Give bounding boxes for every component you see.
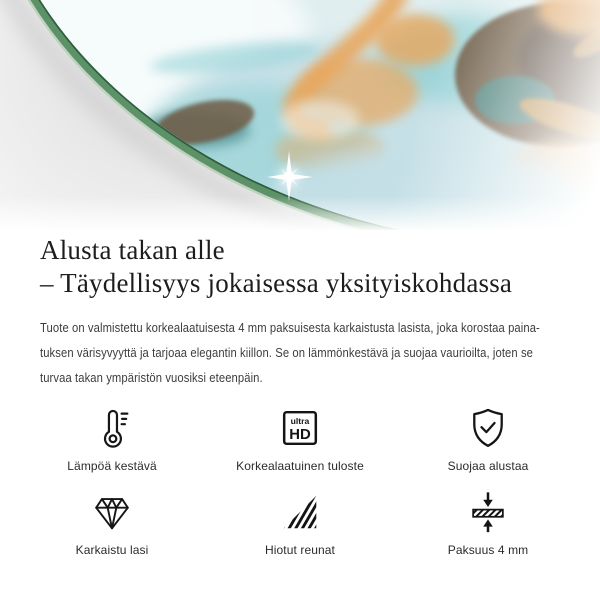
polished-edges-icon [277, 489, 323, 535]
description-line: Tuote on valmistettu korkealaatuisesta 4 mm paksuisesta karkaistusta lasista, joka korostaa paina- [40, 321, 540, 335]
ultra-hd-icon [277, 405, 323, 451]
round-glass-panel-image [0, 0, 600, 230]
page-title [40, 234, 560, 300]
svg-text:ultra: ultra [290, 415, 310, 426]
feature-label: Lämpöä kestävä [67, 459, 157, 473]
feature-label: Korkealaatuinen tuloste [236, 459, 364, 473]
feature-heat-resistant [18, 405, 206, 473]
feature-tempered-glass [18, 489, 206, 557]
title-line-1: Alusta takan alle [40, 235, 225, 265]
feature-label: Hiotut reunat [264, 543, 335, 557]
feature-high-quality-print [206, 405, 394, 473]
feature-label: Suojaa alustaa [447, 459, 529, 473]
title-line-2: – Täydellisyys jokaisessa yksityiskohdassa [40, 268, 513, 298]
feature-protects-surface [394, 405, 582, 473]
description-line: tuksen värisyvyyttä ja tarjoaa elegantin kiillon. Se on lämmönkestävä ja suojaa vaurioilta, joten se [40, 346, 534, 360]
product-description [40, 316, 540, 391]
shield-check-icon [465, 405, 511, 451]
thickness-icon [465, 489, 511, 535]
thermometer-icon [89, 405, 135, 451]
product-description-section [0, 234, 600, 391]
feature-label: Paksuus 4 mm [447, 543, 529, 557]
description-line: turvaa takan ympäristön vuosiksi eteenpäin. [40, 371, 263, 385]
diamond-icon [89, 489, 135, 535]
feature-polished-edges [206, 489, 394, 557]
features-grid [0, 405, 600, 557]
svg-text:HD: HD [289, 427, 311, 444]
feature-thickness [394, 489, 582, 557]
product-photo [0, 0, 600, 230]
feature-label: Karkaistu lasi [75, 543, 149, 557]
